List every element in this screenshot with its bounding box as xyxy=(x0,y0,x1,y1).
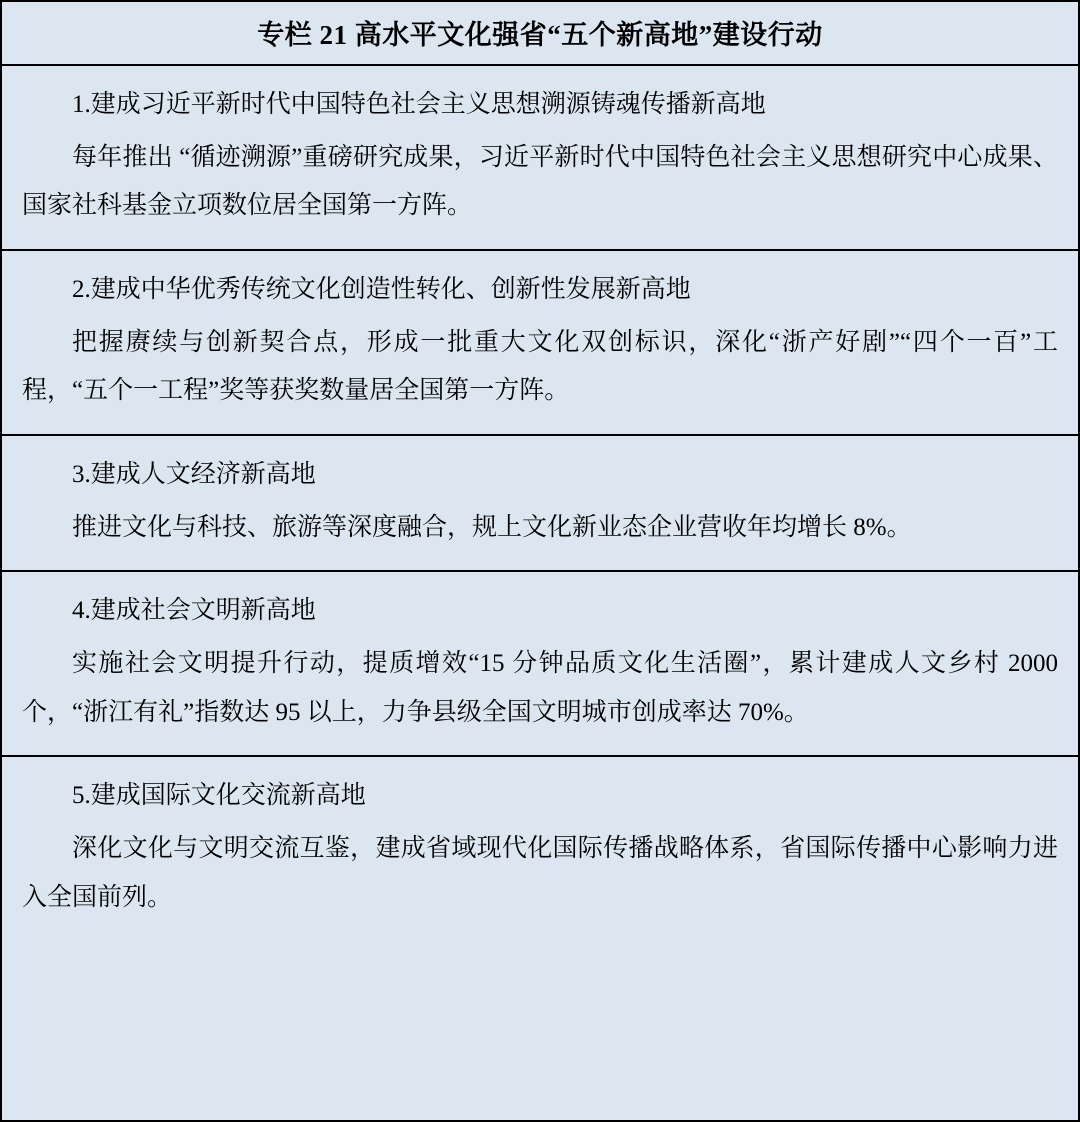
section-5-paragraph: 深化文化与文明交流互鉴，建成省域现代化国际传播战略体系，省国际传播中心影响力进入全国前列。 xyxy=(22,834,1058,911)
section-5-heading: 5.建成国际文化交流新高地 xyxy=(72,782,366,810)
section-3-paragraph: 推进文化与科技、旅游等深度融合，规上文化新业态企业营收年均增长 8%。 xyxy=(72,513,912,541)
section-4-heading: 4.建成社会文明新高地 xyxy=(72,597,316,625)
section-4 xyxy=(2,572,1078,757)
section-2-paragraph: 把握赓续与创新契合点，形成一批重大文化双创标识，深化“浙产好剧”“四个一百”工程，“五个一工程”奖等获奖数量居全国第一方阵。 xyxy=(22,328,1058,405)
section-2-heading: 2.建成中华优秀传统文化创造性转化、创新性发展新高地 xyxy=(72,276,691,303)
section-1-paragraph: 每年推出 “循迹溯源”重磅研究成果，习近平新时代中国特色社会主义思想研究中心成果、国家社科基金立项数位居全国第一方阵。 xyxy=(22,143,1058,220)
section-1-heading: 1.建成习近平新时代中国特色社会主义思想溯源铸魂传播新高地 xyxy=(72,91,766,118)
section-5 xyxy=(2,757,1078,940)
section-1 xyxy=(2,66,1078,251)
section-4-paragraph: 实施社会文明提升行动，提质增效“15 分钟品质文化生活圈”，累计建成人文乡村 2000 个，“浙江有礼”指数达 95 以上，力争县级全国文明城市创成率达 70%。 xyxy=(22,649,1058,726)
section-3 xyxy=(2,436,1078,572)
section-2 xyxy=(2,251,1078,436)
section-3-heading: 3.建成人文经济新高地 xyxy=(72,461,316,488)
box-title: 专栏 21 高水平文化强省“五个新高地”建设行动 xyxy=(2,2,1078,66)
